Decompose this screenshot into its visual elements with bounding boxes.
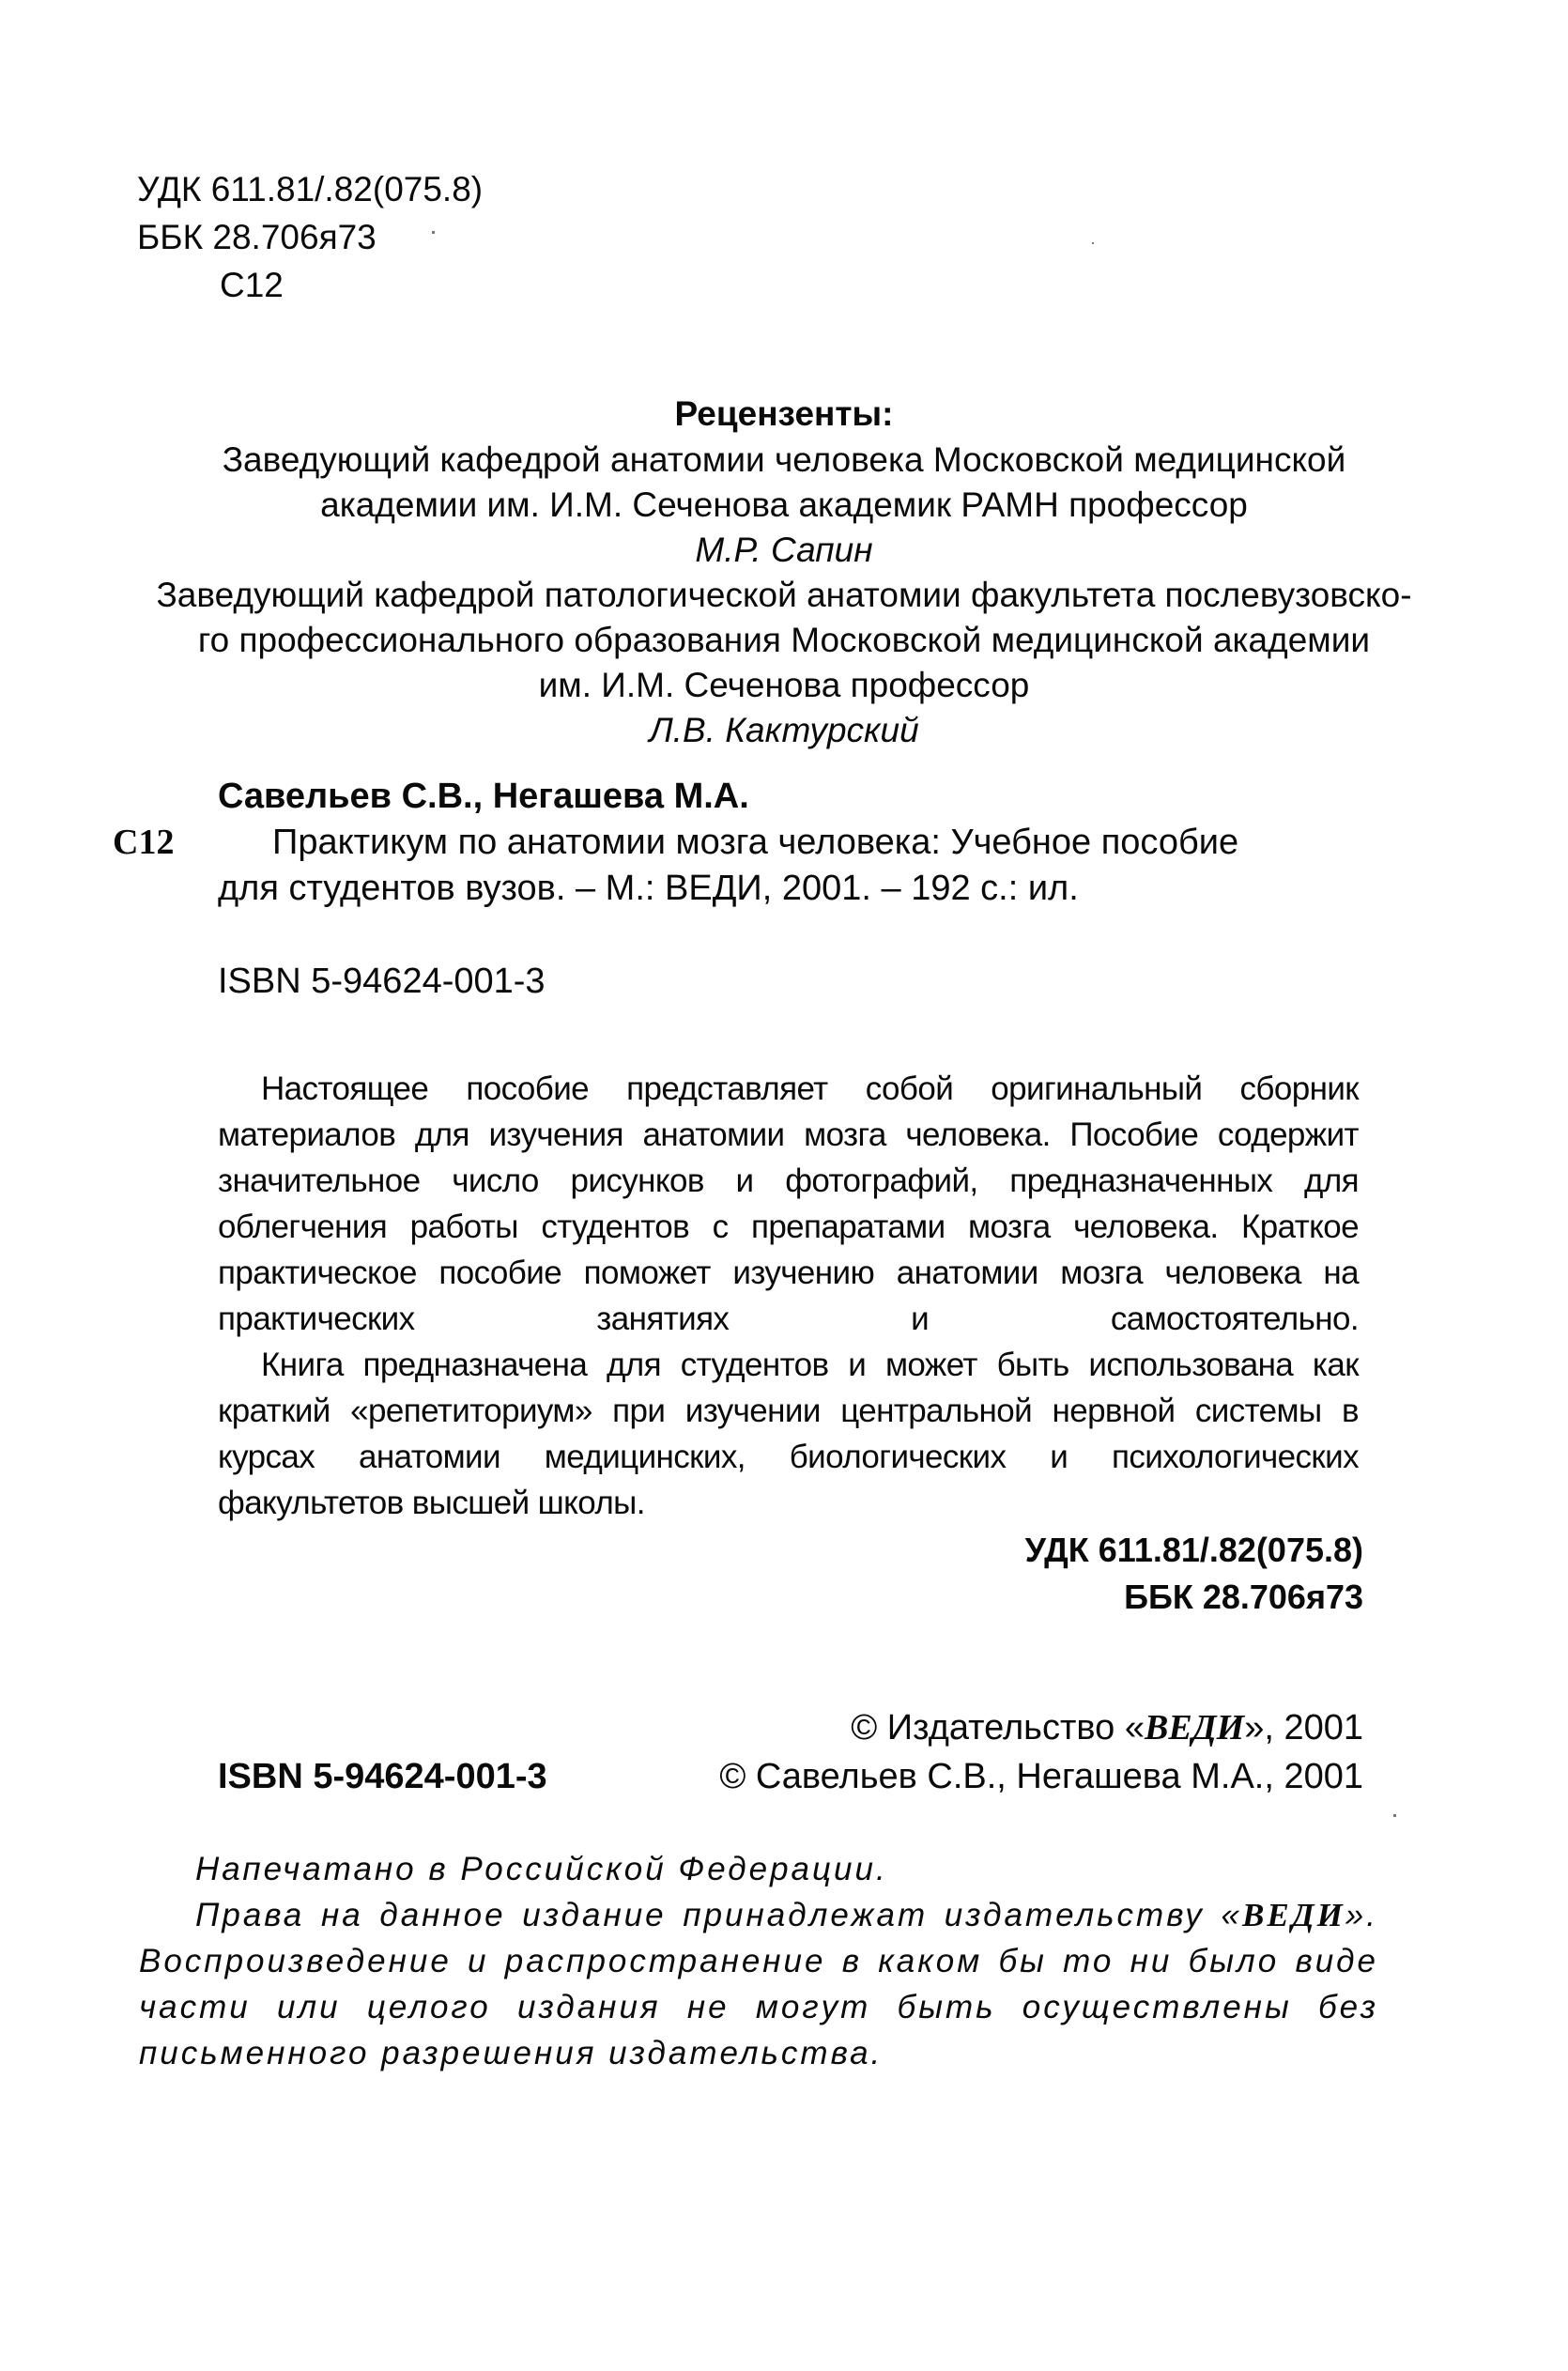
scan-speck	[1092, 242, 1094, 244]
printing-notice	[139, 1846, 1378, 2076]
isbn-record: ISBN 5-94624-001-3	[218, 962, 546, 1001]
udk-index: УДК 611.81/.82(075.8)	[1024, 1531, 1363, 1569]
udk-top: УДК 611.81/.82(075.8)	[137, 170, 484, 208]
rights-suffix: ». Воспроизведение и распространение в каком бы то ни было виде части или целого издания не могут быть осуществлены без письменного разрешения издательства.	[139, 1897, 1378, 2071]
reviewers-heading: Рецензенты:	[674, 394, 894, 433]
isbn-bold: ISBN 5-94624-001-3	[218, 1757, 547, 1796]
author-code: С12	[113, 823, 175, 862]
authors: Савельев С.В., Негашева М.А.	[218, 777, 749, 816]
scan-speck	[432, 231, 435, 234]
scan-speck	[1393, 1814, 1396, 1817]
copyright-suffix: », 2001	[1244, 1708, 1363, 1747]
copyright-publisher	[851, 1703, 1363, 1752]
bbk-index: ББК 28.706я73	[1124, 1578, 1363, 1616]
rights-prefix: Права на данное издание принадлежат издательству «	[195, 1897, 1242, 1933]
book-title-line: Практикум по анатомии мозга человека: Учебное пособие	[272, 823, 1239, 862]
reviewer2-name: Л.В. Кактурский	[649, 711, 919, 749]
book-title-line: для студентов вузов. – М.: ВЕДИ, 2001. – 192 с.: ил.	[218, 869, 1079, 908]
rights-notice	[139, 1892, 1378, 2076]
copyright-authors: © Савельев С.В., Негашева М.А., 2001	[719, 1757, 1363, 1796]
reviewer1-name: М.Р. Сапин	[695, 531, 873, 569]
author-code-top: С12	[220, 266, 284, 304]
printed-in: Напечатано в Российской Федерации.	[195, 1851, 888, 1887]
reviewer2-line: Заведующий кафедрой патологической анатомии факультета послевузовско-	[156, 576, 1412, 614]
reviewer2-line: им. И.М. Сеченова профессор	[538, 666, 1030, 704]
abstract-paragraph: Настоящее пособие представляет собой оригинальный сборник материалов для изучения анатомии мозга человека. Пособие содержит значительное число рисунков и фотографий, предназначенных для облегчения работы студентов с препаратами мозга человека. Краткое практическое пособие поможет изучению анатомии мозга человека на практических занятиях и самостоятельно.	[218, 1070, 1359, 1337]
publisher-logo-text: ВЕДИ	[1241, 1897, 1345, 1933]
publisher-logo-text: ВЕДИ	[1144, 1708, 1245, 1747]
abstract-paragraph: Книга предназначена для студентов и может быть использована как краткий «репетиториум» при изучении центральной нервной системы в курсах анатомии медицинских, биологических и психологических факультетов высшей школы.	[218, 1347, 1359, 1521]
copyright-prefix: © Издательство «	[851, 1708, 1145, 1747]
reviewer1-line: академии им. И.М. Сеченова академик РАМН профессор	[320, 485, 1248, 524]
abstract	[218, 1066, 1359, 1526]
bbk-top: ББК 28.706я73	[137, 218, 377, 256]
reviewer2-line: го профессионального образования Московской медицинской академии	[197, 621, 1371, 659]
reviewer1-line: Заведующий кафедрой анатомии человека Московской медицинской	[222, 440, 1346, 479]
